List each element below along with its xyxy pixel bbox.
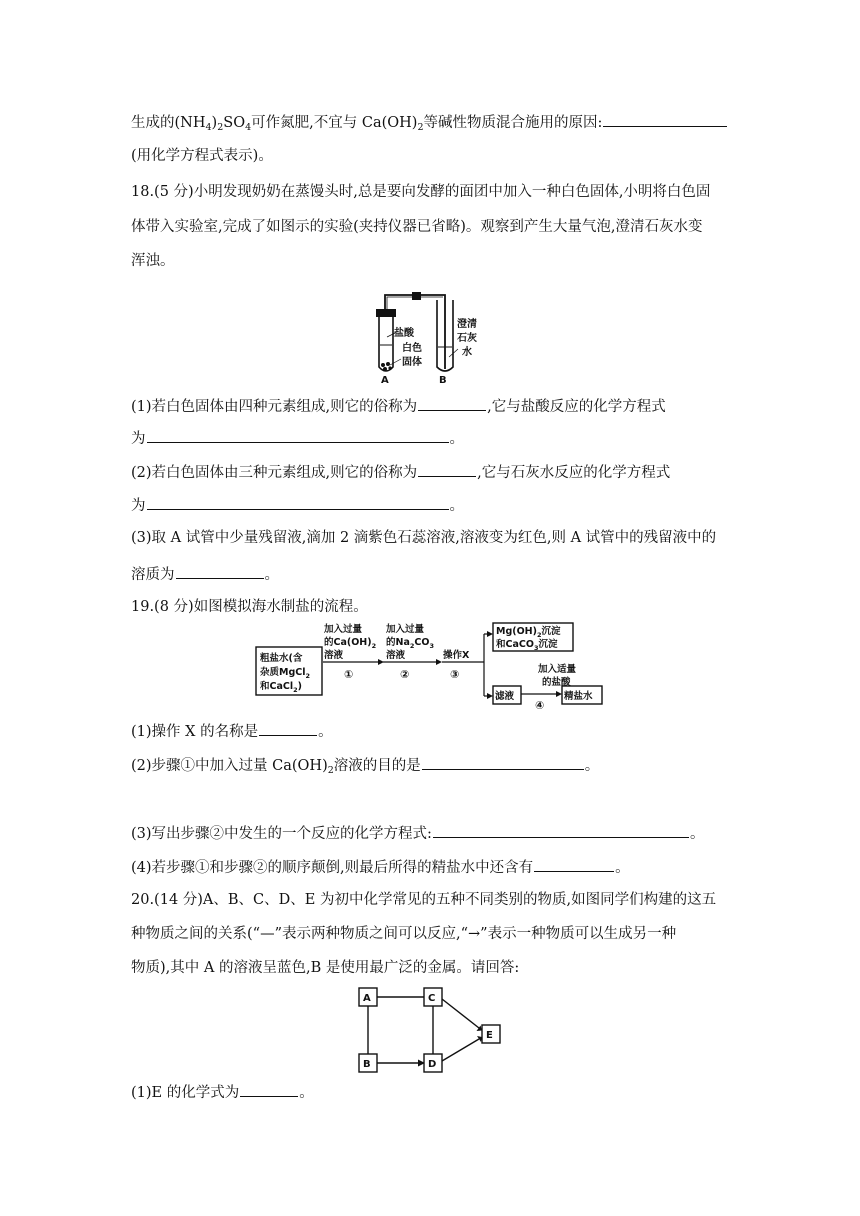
arrow-c-e (442, 999, 479, 1028)
salt-production-flowchart (250, 620, 620, 710)
answer-blank[interactable] (240, 1081, 298, 1097)
answer-blank[interactable] (418, 461, 476, 477)
svg-text:和CaCl2): 和CaCl$_2$) (260, 681, 302, 694)
q20-line-1: 20.(14 分)A、B、C、D、E 为初中化学常见的五种不同类别的物质,如图同学们构建的这五 (131, 892, 717, 908)
svg-text:精盐水: 精盐水 (564, 691, 593, 702)
arrow-d-e (442, 1039, 479, 1061)
svg-text:的Na2CO3: 的$Na_2CO_3$ (386, 637, 434, 650)
label-tube-b: B (439, 375, 447, 386)
svg-text:滤液: 滤液 (495, 691, 515, 702)
label-limewater-3: 水 (462, 347, 472, 358)
q18-part1-line-1: (1)若白色固体由四种元素组成,则它的俗称为 ,它与盐酸反应的化学方程式 (131, 395, 666, 417)
q18-part2-line-1: (2)若白色固体由三种元素组成,则它的俗称为 ,它与石灰水反应的化学方程式 (131, 461, 670, 483)
label-limewater-1: 澄清 (457, 319, 477, 330)
svg-text:溶液: 溶液 (386, 650, 406, 661)
svg-text:E: E (486, 1030, 493, 1041)
label-tube-a: A (381, 375, 389, 386)
svg-text:B: B (363, 1059, 371, 1070)
answer-blank[interactable] (433, 822, 689, 838)
answer-blank[interactable] (147, 494, 449, 510)
q18-part3-line-1: (3)取 A 试管中少量残留液,滴加 2 滴紫色石蕊溶液,溶液变为红色,则 A 试管中的残留液中的 (131, 530, 717, 546)
step-2-number: ② (400, 668, 410, 681)
q17-line-2: (用化学方程式表示)。 (131, 148, 273, 164)
q19-part3: (3)写出步骤②中发生的一个反应的化学方程式: 。 (131, 822, 704, 844)
svg-text:加入过量: 加入过量 (324, 624, 363, 635)
svg-text:C: C (428, 993, 436, 1004)
answer-blank[interactable] (534, 856, 614, 872)
svg-text:加入过量: 加入过量 (386, 624, 425, 635)
q18-part1-line-2: 为 。 (131, 427, 464, 449)
answer-blank[interactable] (259, 720, 317, 736)
test-tube-apparatus-figure (365, 275, 495, 387)
q18-part3-line-2: 溶质为 。 (131, 563, 279, 585)
operation-x-label: 操作X (443, 650, 470, 661)
q18-part2-line-2: 为 。 (131, 494, 464, 516)
answer-blank[interactable] (418, 395, 486, 411)
svg-text:溶液: 溶液 (324, 650, 344, 661)
q18-line-3: 浑浊。 (131, 253, 175, 269)
svg-text:粗盐水(含: 粗盐水(含 (260, 653, 303, 664)
answer-blank[interactable] (176, 563, 264, 579)
svg-text:和CaCO3沉淀: 和CaCO$_3$沉淀 (496, 639, 558, 652)
svg-text:Mg(OH)2沉淀: $Mg(OH)_2$沉淀 (496, 626, 561, 639)
label-limewater-2: 石灰 (457, 333, 477, 344)
q20-line-3: 物质),其中 A 的溶液呈蓝色,B 是使用最广泛的金属。请回答: (131, 960, 520, 976)
q19-line-1: 19.(8 分)如图模拟海水制盐的流程。 (131, 599, 368, 615)
step-3-number: ③ (450, 668, 460, 681)
substance-relation-diagram (355, 985, 510, 1073)
svg-text:加入适量: 加入适量 (538, 664, 577, 675)
step-1-number: ① (344, 668, 354, 681)
tube-connector (412, 292, 421, 300)
q20-line-2: 种物质之间的关系(“—”表示两种物质之间可以反应,“→”表示一种物质可以生成另一种 (131, 926, 677, 942)
svg-text:A: A (363, 993, 371, 1004)
answer-blank[interactable] (603, 111, 727, 127)
q20-part1: (1)E 的化学式为 。 (131, 1081, 314, 1103)
q18-line-1: 18.(5 分)小明发现奶奶在蒸馒头时,总是要向发酵的面团中加入一种白色固体,小明将白色固 (131, 184, 711, 200)
svg-text:杂质MgCl2: 杂质MgCl$_2$ (260, 667, 311, 680)
q19-part2: (2)步骤①中加入过量 $Ca(OH)_2$溶液的目的是 。 (131, 754, 599, 776)
q18-line-2: 体带入实验室,完成了如图示的实验(夹持仪器已省略)。观察到产生大量气泡,澄清石灰水变 (131, 219, 703, 235)
q17-line-1: 生成的$(NH_4)_2SO_4$可作氮肥,不宜与 $Ca(OH)_2$等碱性物质混合施用的原因: (131, 111, 728, 133)
svg-text:的盐酸: 的盐酸 (542, 677, 571, 688)
answer-blank[interactable] (422, 754, 584, 770)
svg-text:的Ca(OH)2: 的$Ca(OH)_2$ (324, 637, 377, 650)
svg-text:D: D (428, 1059, 437, 1070)
q19-part1: (1)操作 X 的名称是 。 (131, 720, 333, 742)
stopper-a (376, 309, 396, 317)
label-white-solid-1: 白色 (402, 343, 422, 354)
label-hydrochloric-acid: 盐酸 (394, 328, 414, 339)
tube-a (379, 317, 393, 371)
q19-part4: (4)若步骤①和步骤②的顺序颠倒,则最后所得的精盐水中还含有 。 (131, 856, 630, 878)
label-white-solid-2: 固体 (402, 357, 422, 368)
answer-blank[interactable] (147, 427, 449, 443)
step-4-number: ④ (535, 699, 545, 710)
